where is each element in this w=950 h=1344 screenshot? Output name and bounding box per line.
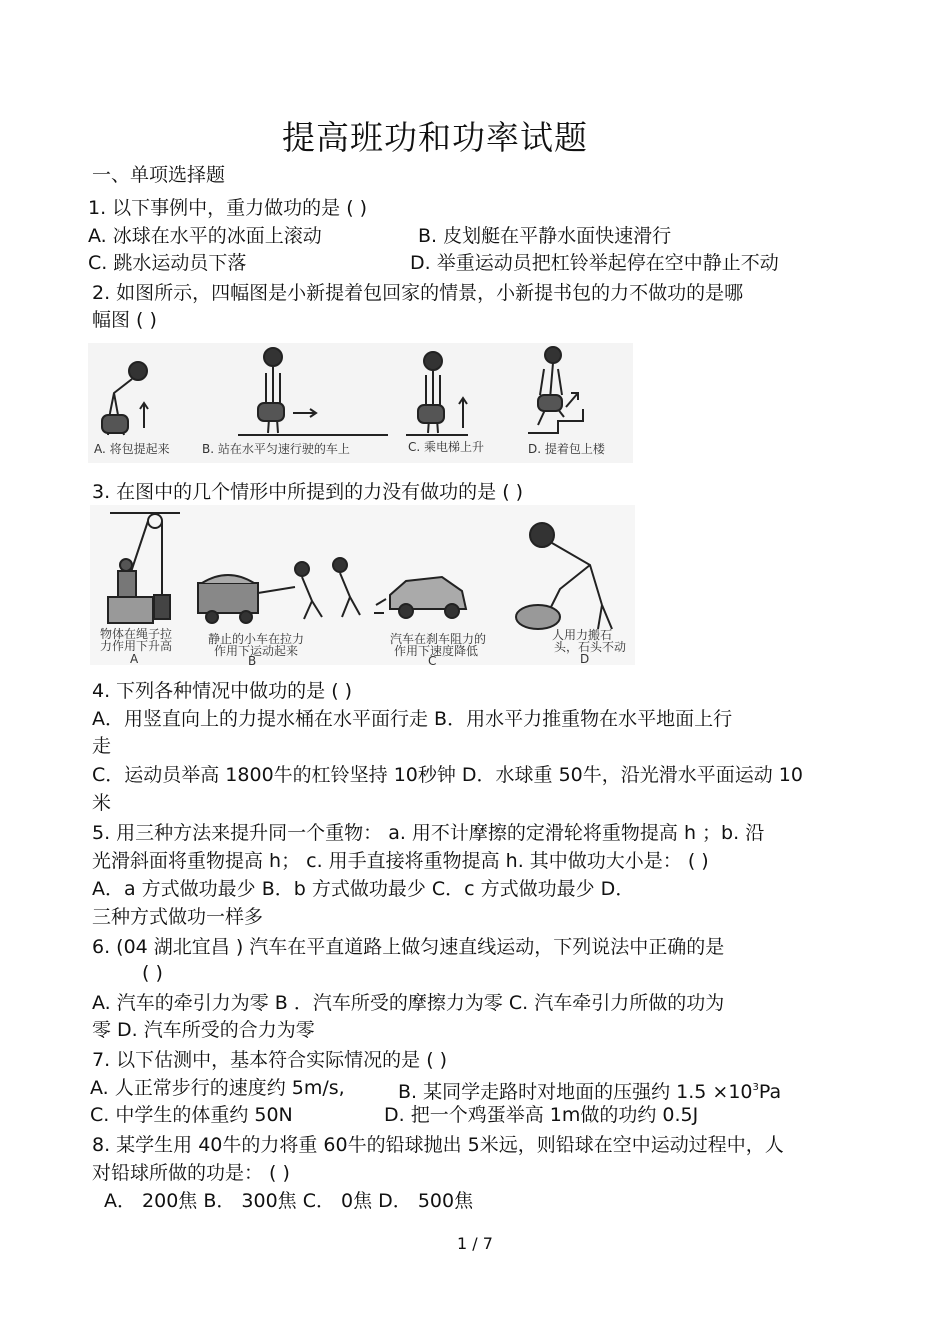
q4-stem: 4. 下列各种情况中做功的是 ( ) [92, 680, 353, 702]
q5-line3: A．a 方式做功最少 B．b 方式做功最少 C．c 方式做功最少 D． [92, 878, 635, 900]
q4-line1: A．用竖直向上的力提水桶在水平面行走 B．用水平力推重物在水平地面上行 [92, 708, 733, 730]
q3-caption-b-line2: 作用下运动起来 [214, 644, 299, 658]
q2-stem-line2: 幅图 ( ) [92, 309, 157, 331]
q7-stem: 7. 以下估测中，基本符合实际情况的是 ( ) [92, 1049, 448, 1071]
q2-caption-d: D. 提着包上楼 [528, 442, 605, 456]
q4-line3: C．运动员举高 1800牛的杠铃坚持 10秒钟 D．水球重 50牛，沿光滑水平面运动 10 [92, 764, 803, 786]
q3-caption-c-line2: 作用下速度降低 [394, 644, 479, 658]
q3-figure [90, 505, 635, 665]
q7-option-a: A. 人正常步行的速度约 5m/s, [90, 1077, 345, 1099]
q2-caption-c: C. 乘电梯上升 [408, 440, 485, 454]
q3-caption-b-line1: 静止的小车在拉力 [208, 632, 305, 646]
q1-option-b: B. 皮划艇在平静水面快速滑行 [418, 225, 672, 247]
q7-option-b-unit: Pa [758, 1081, 782, 1103]
q2-figure [88, 343, 633, 463]
page-number: 1 / 7 [457, 1234, 493, 1253]
q6-line3: A. 汽车的牵引力为零 B ．汽车所受的摩擦力为零 C. 汽车牵引力所做的功为 [92, 992, 725, 1014]
q1-option-c: C. 跳水运动员下落 [88, 252, 247, 274]
q2-caption-a: A. 将包提起来 [94, 442, 170, 456]
q7-option-b-text: B. 某同学走路时对地面的压强约 1.5 ×10 [398, 1081, 753, 1103]
q1-option-d: D. 举重运动员把杠铃举起停在空中静止不动 [410, 252, 779, 274]
q3-caption-a-line1: 物体在绳子拉 [100, 627, 173, 641]
q3-caption-d-line1: 人用力搬石 [552, 628, 613, 642]
q5-line2: 光滑斜面将重物提高 h； c. 用手直接将重物提高 h. 其中做功大小是： ( ) [92, 850, 709, 872]
q3-stem: 3. 在图中的几个情形中所提到的力没有做功的是 ( ) [92, 481, 524, 503]
q8-line2: 对铅球所做的功是： ( ) [92, 1162, 290, 1184]
q3-caption-a-label: A [130, 652, 139, 665]
q3-caption-c-line1: 汽车在刹车阻力的 [390, 632, 487, 646]
q2-caption-b: B. 站在水平匀速行驶的车上 [202, 442, 350, 456]
q7-option-b-exponent: 3 [752, 1082, 759, 1093]
q6-line1: 6. (04 湖北宜昌 ) 汽车在平直道路上做匀速直线运动，下列说法中正确的是 [92, 936, 725, 958]
q3-caption-a-line2: 力作用下升高 [100, 639, 173, 653]
q3-caption-d-line2: 头，石头不动 [554, 640, 627, 654]
q1-stem: 1. 以下事例中，重力做功的是 ( ) [88, 197, 368, 219]
q5-line4: 三种方式做功一样多 [92, 906, 264, 928]
q5-line1: 5. 用三种方法来提升同一个重物： a. 用不计摩擦的定滑轮将重物提高 h ；b. 沿 [92, 822, 765, 844]
q4-line4: 米 [92, 792, 112, 814]
q7-option-b [398, 1075, 781, 1105]
q3-caption-d-label: D [580, 652, 590, 665]
q6-line2: ( ) [142, 962, 163, 984]
page-title: 提高班功和功率试题 [282, 118, 588, 157]
q3-caption-c-label: C [428, 654, 437, 665]
section-heading: 一、单项选择题 [92, 164, 226, 186]
q8-line1: 8. 某学生用 40牛的力将重 60牛的铅球抛出 5米远，则铅球在空中运动过程中，人 [92, 1134, 784, 1156]
q7-option-d: D. 把一个鸡蛋举高 1m做的功约 0.5J [384, 1104, 699, 1126]
q3-caption-b-label: B [248, 654, 257, 665]
q1-option-a: A. 冰球在水平的冰面上滚动 [88, 225, 322, 247]
q8-options: A． 200焦 B． 300焦 C． 0焦 D． 500焦 [104, 1190, 474, 1212]
q7-option-c: C. 中学生的体重约 50N [90, 1104, 293, 1126]
q6-line4: 零 D. 汽车所受的合力为零 [92, 1019, 315, 1041]
q2-stem-line1: 2. 如图所示，四幅图是小新提着包回家的情景，小新提书包的力不做功的是哪 [92, 282, 744, 304]
q4-line2: 走 [92, 735, 112, 757]
